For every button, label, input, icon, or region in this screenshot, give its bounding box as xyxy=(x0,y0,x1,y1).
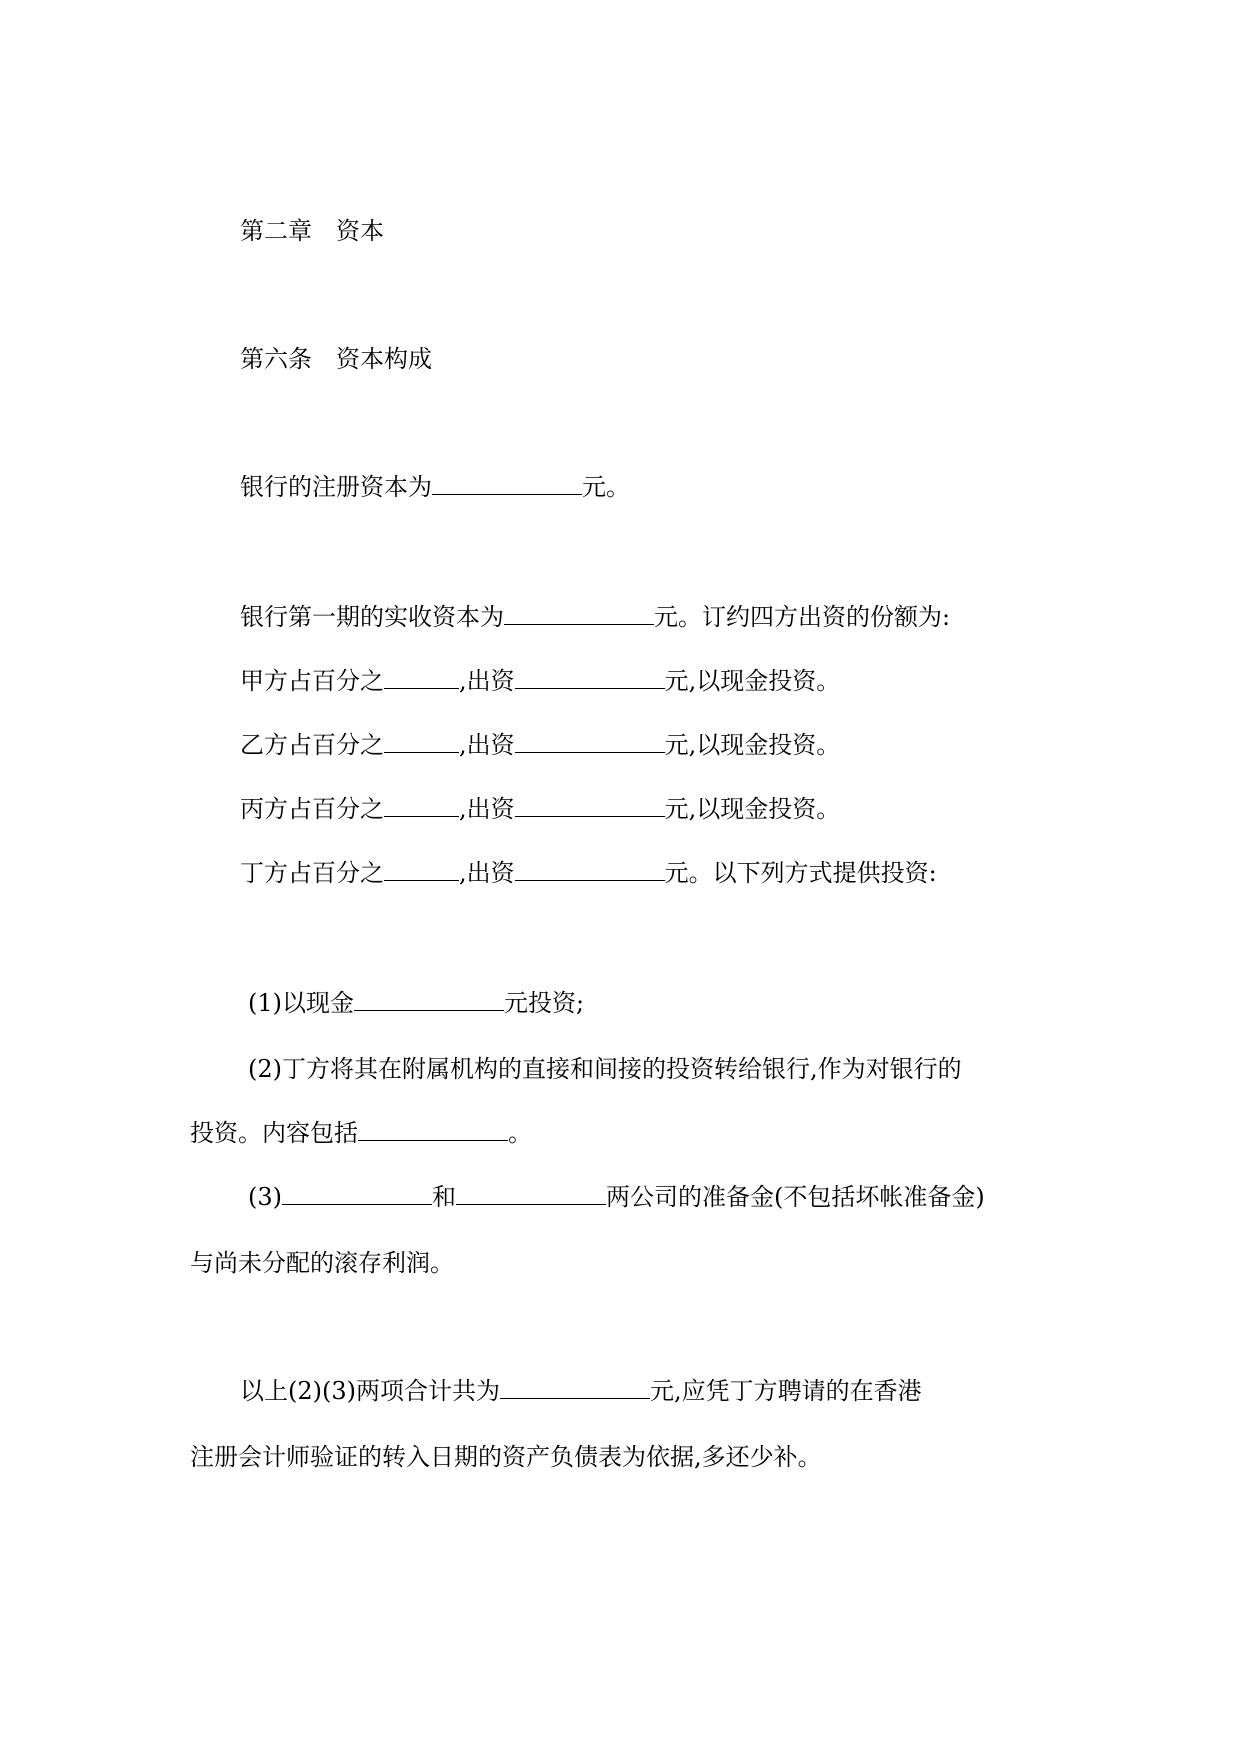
item-1 xyxy=(248,988,584,1018)
summary-line-2 xyxy=(190,1442,822,1472)
party-label: 乙方占百分之 xyxy=(240,731,384,759)
paid-capital-suffix: 元。订约四方出资的份额为: xyxy=(654,603,951,631)
item-number: (2) xyxy=(248,1055,282,1083)
item-3-line-1 xyxy=(248,1182,985,1212)
article-heading xyxy=(240,344,432,374)
paid-capital-line xyxy=(240,602,950,632)
item-text: 投资。内容包括 xyxy=(190,1119,358,1147)
party-label: 甲方占百分之 xyxy=(240,667,384,695)
item-text: 两公司的准备金(不包括坏帐准备金) xyxy=(606,1183,985,1211)
item-number: (3) xyxy=(248,1183,282,1211)
summary-line-1 xyxy=(240,1376,922,1406)
registered-capital-blank[interactable] xyxy=(432,472,582,495)
company-b-blank[interactable] xyxy=(456,1182,606,1205)
party-line-ding xyxy=(240,858,937,888)
chapter-number: 第二章 xyxy=(240,217,312,245)
registered-capital-line xyxy=(240,472,630,502)
item-suffix: 。 xyxy=(508,1119,532,1147)
summary-text: 注册会计师验证的转入日期的资产负债表为依据,多还少补。 xyxy=(190,1443,822,1471)
item-2-content-blank[interactable] xyxy=(358,1118,508,1141)
party-label: 丙方占百分之 xyxy=(240,795,384,823)
party-contribution-label: ,出资 xyxy=(459,731,515,759)
item-3-line-2 xyxy=(190,1248,454,1278)
registered-capital-suffix: 元。 xyxy=(582,473,630,501)
summary-total-blank[interactable] xyxy=(500,1376,650,1399)
item-2-line-2 xyxy=(190,1118,532,1148)
party-percent-blank[interactable] xyxy=(384,794,459,817)
summary-text: 以上(2)(3)两项合计共为 xyxy=(240,1377,500,1405)
company-a-blank[interactable] xyxy=(282,1182,432,1205)
item-suffix: 元投资; xyxy=(504,989,585,1017)
item-label: 以现金 xyxy=(282,989,354,1017)
registered-capital-label: 银行的注册资本为 xyxy=(240,473,432,501)
party-tail: 元,以现金投资。 xyxy=(664,731,841,759)
party-tail: 元,以现金投资。 xyxy=(664,667,841,695)
party-percent-blank[interactable] xyxy=(384,858,459,881)
article-title: 资本构成 xyxy=(336,345,432,373)
item-text: 丁方将其在附属机构的直接和间接的投资转给银行,作为对银行的 xyxy=(282,1055,962,1083)
item-text: 与尚未分配的滚存利润。 xyxy=(190,1249,454,1277)
party-tail: 元,以现金投资。 xyxy=(664,795,841,823)
item-1-amount-blank[interactable] xyxy=(354,988,504,1011)
party-line-bing xyxy=(240,794,840,824)
party-contribution-label: ,出资 xyxy=(459,795,515,823)
party-amount-blank[interactable] xyxy=(515,666,665,689)
party-tail: 元。以下列方式提供投资: xyxy=(664,859,937,887)
item-connector: 和 xyxy=(432,1183,456,1211)
chapter-heading xyxy=(240,216,384,246)
party-contribution-label: ,出资 xyxy=(459,667,515,695)
party-percent-blank[interactable] xyxy=(384,666,459,689)
article-number: 第六条 xyxy=(240,345,312,373)
party-label: 丁方占百分之 xyxy=(240,859,384,887)
party-line-jia xyxy=(240,666,840,696)
party-amount-blank[interactable] xyxy=(515,858,665,881)
party-amount-blank[interactable] xyxy=(515,730,665,753)
chapter-title: 资本 xyxy=(336,217,384,245)
item-number: (1) xyxy=(248,989,282,1017)
paid-capital-label: 银行第一期的实收资本为 xyxy=(240,603,504,631)
item-2-line-1 xyxy=(248,1054,962,1084)
paid-capital-blank[interactable] xyxy=(504,602,654,625)
party-contribution-label: ,出资 xyxy=(459,859,515,887)
party-line-yi xyxy=(240,730,840,760)
party-amount-blank[interactable] xyxy=(515,794,665,817)
summary-text: 元,应凭丁方聘请的在香港 xyxy=(650,1377,922,1405)
party-percent-blank[interactable] xyxy=(384,730,459,753)
